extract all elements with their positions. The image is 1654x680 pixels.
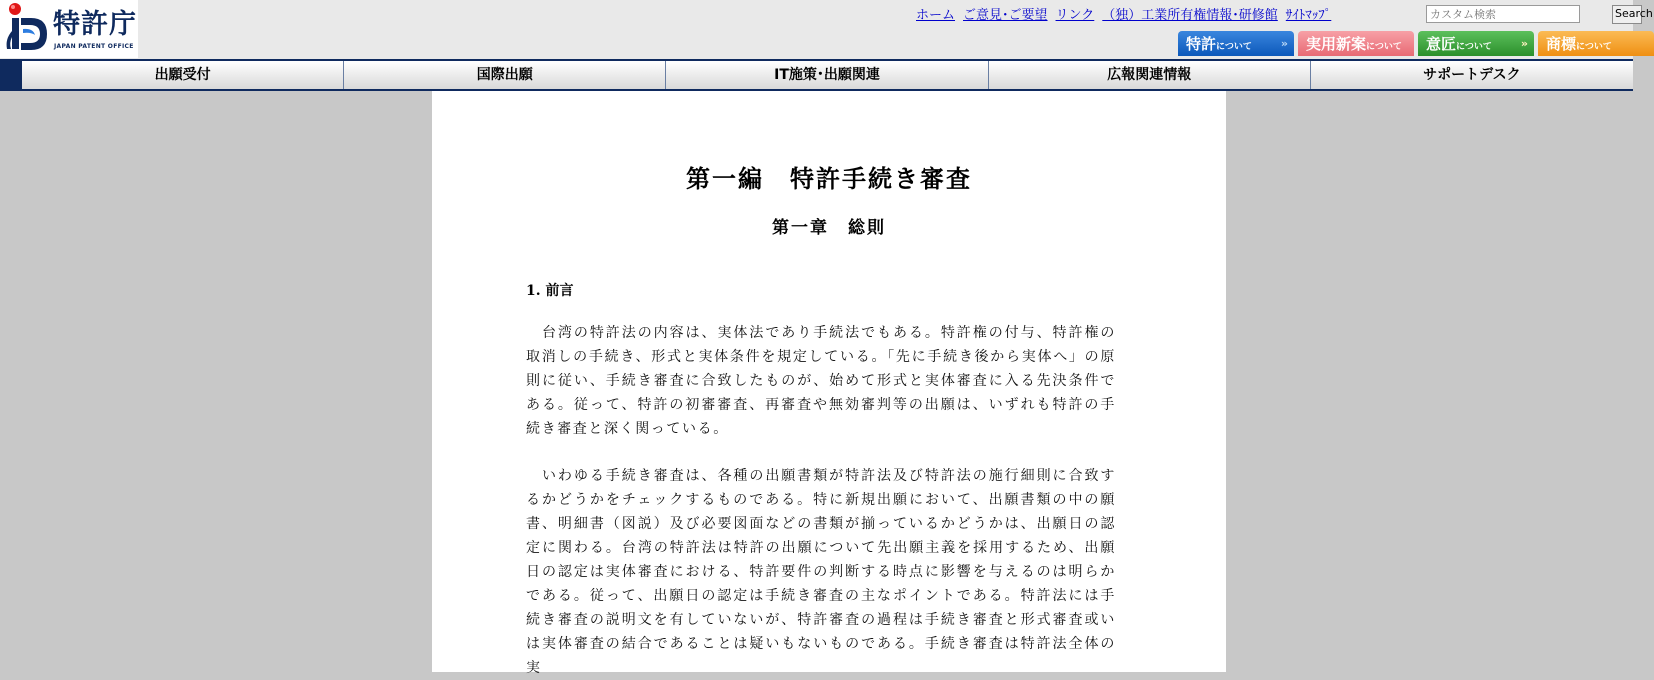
tab-patent-label: 特許 (1186, 35, 1217, 53)
inpit-link[interactable]: （独）工業所有権情報･研修館 (1102, 8, 1278, 23)
double-chevron-right-icon: » (1280, 37, 1288, 50)
links-link[interactable]: リンク (1055, 8, 1095, 23)
double-chevron-right-icon: » (1520, 37, 1528, 50)
paragraph: いわゆる手続き審査は、各種の出願書類が特許法及び特許法の施行細則に合致するかどうかをチェックするものである。特に新規出願において、出願書類の中の願書、明細書（図説）及び必要図面などの書類が揃っているかどうかは、出願日の認定に関わる。台湾の特許法は特許の出願について先出願主義を採用するため、出願日の認定は実体審査における、特許要件の判断する時点に影響を与えるのは明らかである。従って、出願日の認定は手続き審査の主なポイントである。特許法には手続き審査の説明文を有していないが、特許審査の過程は手続き審査と形式審査或いは実体審査の結合であることは疑いもないものである。手続き審査は特許法全体の実 (526, 468, 1116, 676)
nav-item-international-application[interactable]: 国際出願 (344, 61, 666, 89)
paragraph: 台湾の特許法の内容は、実体法であり手続法でもある。特許権の付与、特許権の取消しの手続き、形式と実体条件を規定している。「先に手続き後から実体へ」の原則に従い、手続き審査に合致したものが、始めて形式と実体審査に入る先決条件である。従って、特許の初審審査、再審査や無効審判等の出願は、いずれも特許の手続き審査と深く関っている。 (526, 325, 1116, 437)
tab-patent[interactable] (1178, 31, 1294, 56)
home-link[interactable]: ホーム (916, 8, 956, 23)
nav-item-support-desk[interactable]: サポートデスク (1311, 61, 1633, 89)
tab-design-label: 意匠 (1426, 35, 1457, 53)
search-input[interactable] (1426, 5, 1580, 23)
tab-trademark-suffix: について (1576, 42, 1612, 52)
jpo-logo[interactable] (0, 0, 138, 58)
tab-utility-model[interactable] (1298, 31, 1414, 56)
nav-item-it-policy[interactable]: IT施策･出願関連 (666, 61, 988, 89)
tab-utility-model-suffix: について (1366, 42, 1402, 52)
chapter-title: 第一章 総則 (772, 218, 886, 238)
nav-item-public-relations[interactable]: 広報関連情報 (989, 61, 1311, 89)
tab-utility-model-label: 実用新案 (1306, 35, 1367, 53)
tab-trademark[interactable] (1538, 31, 1654, 56)
tab-design-suffix: について (1456, 42, 1492, 52)
main-nav (0, 59, 1633, 91)
tab-patent-suffix: について (1216, 42, 1252, 52)
tab-design[interactable] (1418, 31, 1534, 56)
document-body (432, 91, 1226, 676)
jpo-logo-icon (3, 1, 51, 57)
feedback-link[interactable]: ご意見･ご要望 (963, 8, 1048, 23)
utility-links (916, 7, 1339, 24)
logo-subtitle: JAPAN PATENT OFFICE (54, 43, 134, 50)
site-header (0, 0, 1653, 59)
section-heading: 1. 前言 (526, 283, 574, 299)
sitemap-link[interactable]: ｻｲﾄﾏｯﾌﾟ (1285, 8, 1332, 23)
search-button[interactable]: Search (1612, 5, 1642, 24)
tab-trademark-label: 商標 (1546, 35, 1577, 53)
logo-title: 特許庁 (53, 9, 137, 40)
page-title: 第一編 特許手続き審査 (686, 164, 972, 193)
nav-item-application-filing[interactable]: 出願受付 (22, 61, 344, 89)
